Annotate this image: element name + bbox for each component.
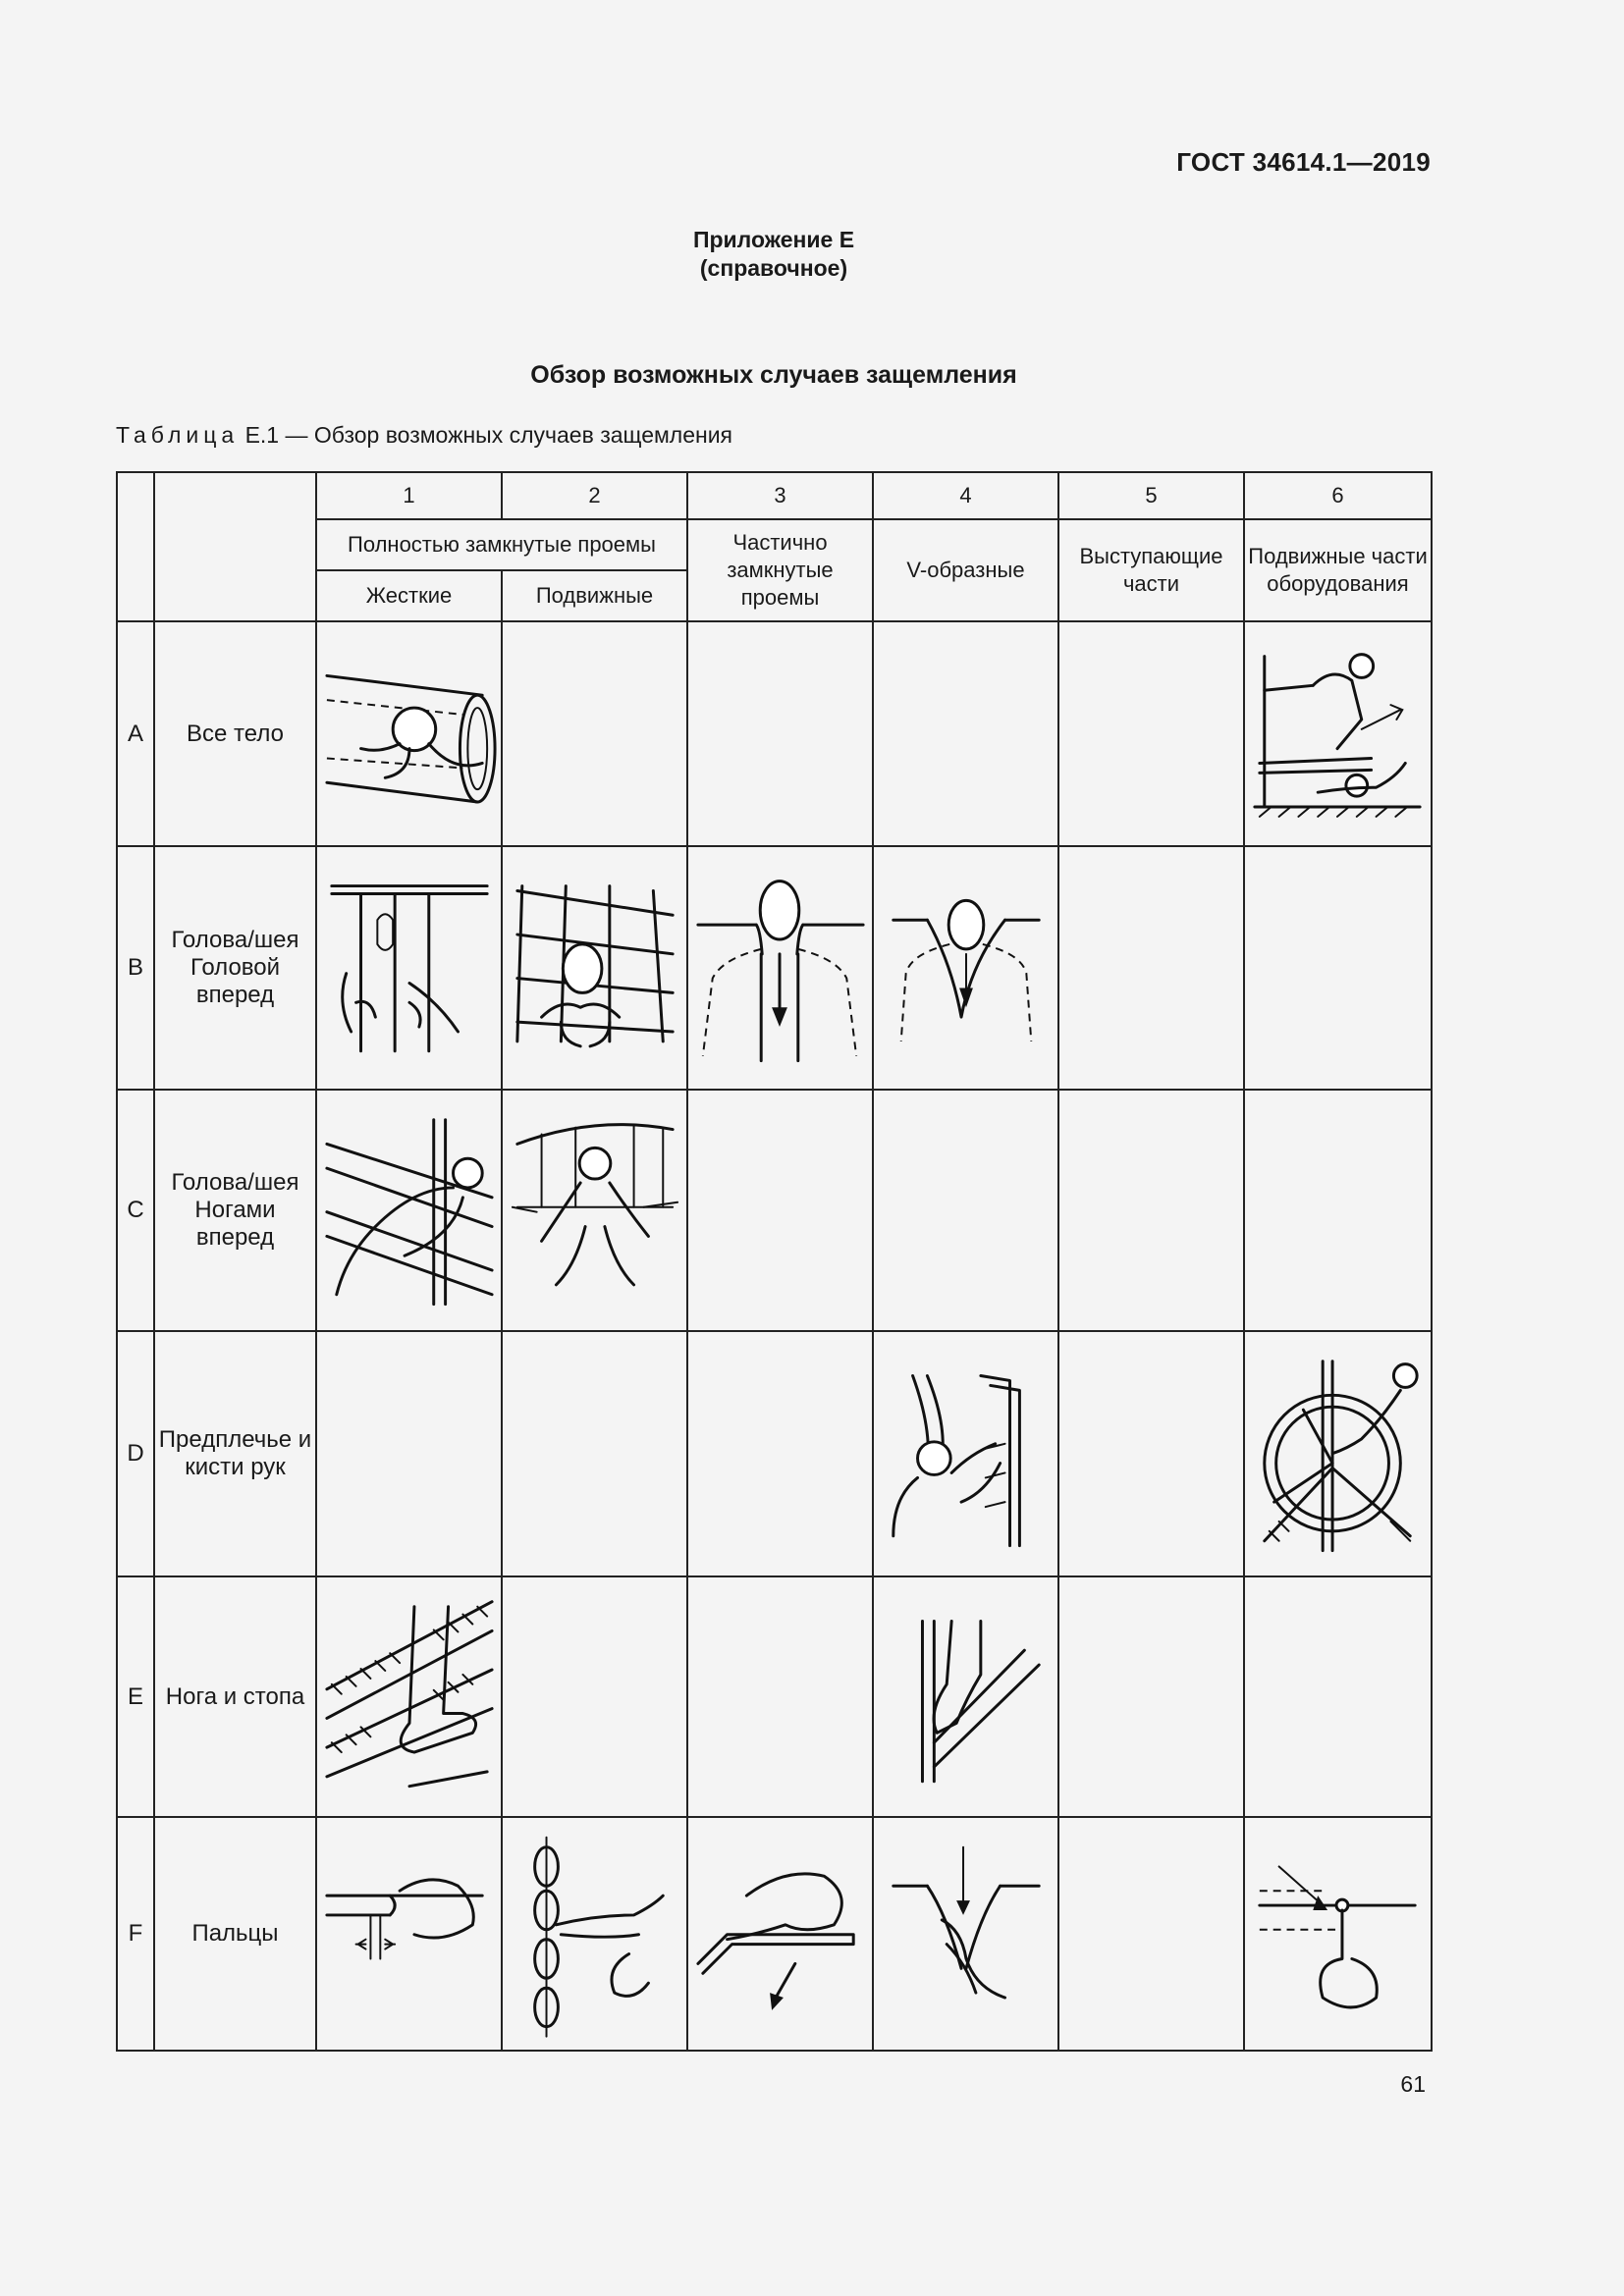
empty-cell (687, 1576, 873, 1817)
table-row-c (117, 1090, 1432, 1331)
finger-edge-illustration (687, 1817, 873, 2051)
empty-cell (1058, 621, 1244, 846)
empty-cell (502, 621, 687, 846)
column-number: 2 (502, 472, 687, 519)
column-number: 5 (1058, 472, 1244, 519)
section-title: Обзор возможных случаев защемления (530, 361, 1017, 389)
moving-equipment-illustration (1244, 621, 1432, 846)
standard-code: ГОСТ 34614.1—2019 (1176, 147, 1431, 177)
row-label: Голова/шея Ногами вперед (154, 1090, 316, 1331)
v-shaped-foot-illustration (873, 1576, 1058, 1817)
empty-cell (1058, 1090, 1244, 1331)
table-row-e (117, 1576, 1432, 1817)
table-caption-prefix: Таблица (116, 422, 240, 448)
v-shaped-head-illustration (873, 846, 1058, 1090)
empty-cell (687, 621, 873, 846)
column-number: 3 (687, 472, 873, 519)
empty-cell (1244, 1576, 1432, 1817)
row-letter: Е (117, 1576, 154, 1817)
bars-illustration (316, 846, 502, 1090)
row-label: Нога и стопа (154, 1576, 316, 1817)
row-label: Пальцы (154, 1817, 316, 2051)
feet-first-bars-illustration (316, 1090, 502, 1331)
empty-cell (1058, 1817, 1244, 2051)
entrapment-table (116, 471, 1433, 2052)
sub-header-rigid: Жесткие (316, 570, 502, 621)
appendix-heading (0, 226, 1547, 283)
empty-cell (316, 1331, 502, 1576)
empty-cell (1058, 1576, 1244, 1817)
partial-opening-illustration (687, 846, 873, 1090)
empty-cell (873, 1090, 1058, 1331)
header-blank-letter (117, 472, 154, 621)
row-label: Предплечье и кисти рук (154, 1331, 316, 1576)
group-header-fully-closed: Полностью замкнутые проемы (316, 519, 687, 570)
row-letter: F (117, 1817, 154, 2051)
table-row-a (117, 621, 1432, 846)
empty-cell (1058, 846, 1244, 1090)
appendix-subtitle: (справочное) (699, 255, 848, 281)
finger-chain-illustration (502, 1817, 687, 2051)
empty-cell (873, 621, 1058, 846)
v-shaped-finger-illustration (873, 1817, 1058, 2051)
wheel-illustration (1244, 1331, 1432, 1576)
row-label: Все тело (154, 621, 316, 846)
column-header-moving-parts: Подвижные части оборудования (1244, 519, 1432, 621)
column-header-protruding: Выступающие части (1058, 519, 1244, 621)
header-blank-label (154, 472, 316, 621)
empty-cell (1244, 846, 1432, 1090)
moving-finger-illustration (1244, 1817, 1432, 2051)
page-number: 61 (1400, 2071, 1426, 2097)
table-caption-text: Е.1 — Обзор возможных случаев защемления (244, 422, 733, 448)
column-header-partially-closed: Частично замкнутые проемы (687, 519, 873, 621)
v-shaped-arms-illustration (873, 1331, 1058, 1576)
foot-grate-illustration (316, 1576, 502, 1817)
empty-cell (502, 1576, 687, 1817)
tube-illustration (316, 621, 502, 846)
row-label: Голова/шея Головой вперед (154, 846, 316, 1090)
empty-cell (687, 1331, 873, 1576)
row-letter: С (117, 1090, 154, 1331)
empty-cell (1244, 1090, 1432, 1331)
column-number: 4 (873, 472, 1058, 519)
finger-hole-illustration (316, 1817, 502, 2051)
empty-cell (1058, 1331, 1244, 1576)
table-row-b (117, 846, 1432, 1090)
row-letter: А (117, 621, 154, 846)
table-caption (116, 422, 732, 449)
row-letter: D (117, 1331, 154, 1576)
table-row-d (117, 1331, 1432, 1576)
table-row-f (117, 1817, 1432, 2051)
empty-cell (687, 1090, 873, 1331)
column-number: 6 (1244, 472, 1432, 519)
feet-first-net-illustration (502, 1090, 687, 1331)
empty-cell (502, 1331, 687, 1576)
net-illustration (502, 846, 687, 1090)
column-number: 1 (316, 472, 502, 519)
row-letter: В (117, 846, 154, 1090)
appendix-title: Приложение Е (692, 227, 855, 252)
sub-header-movable: Подвижные (502, 570, 687, 621)
column-header-v-shaped: V-образные (873, 519, 1058, 621)
